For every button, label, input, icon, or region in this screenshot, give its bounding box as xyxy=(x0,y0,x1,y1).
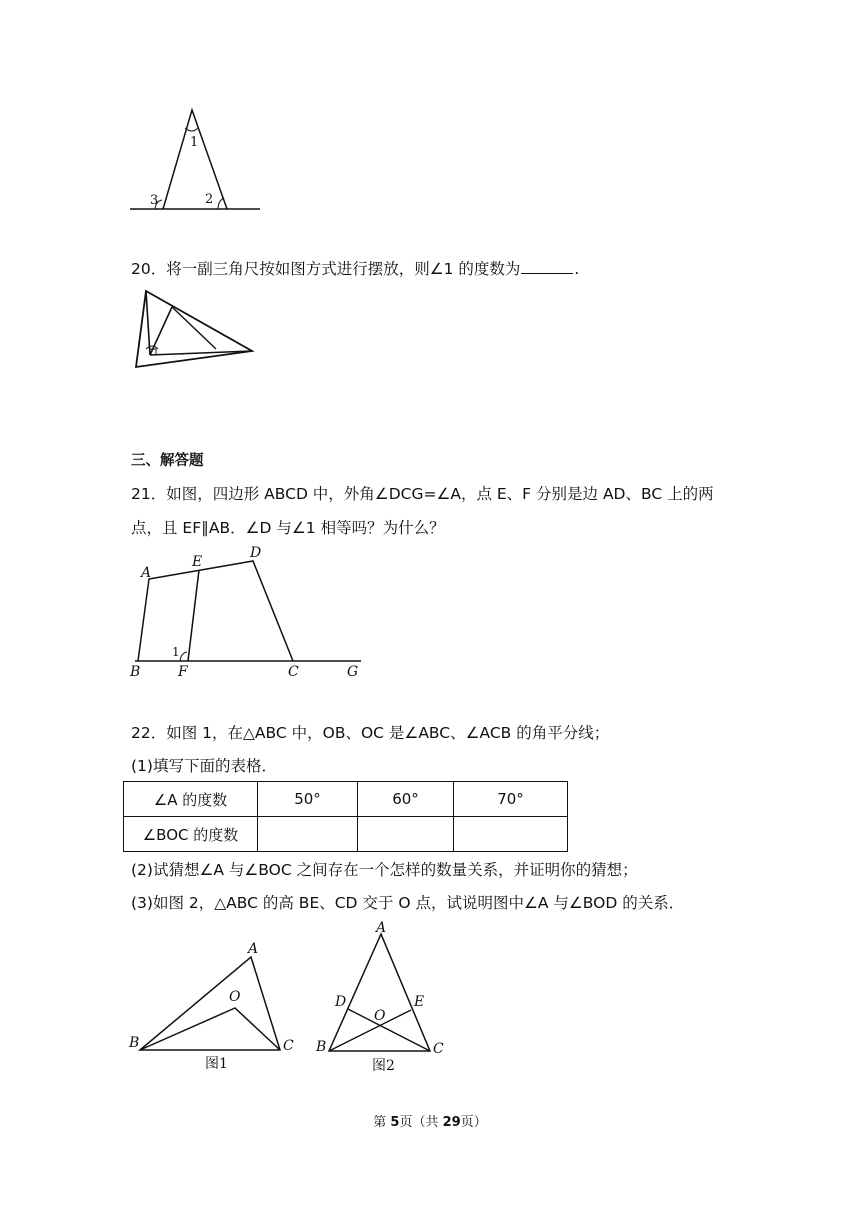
angle-label-1: 1 xyxy=(190,135,199,150)
quadrilateral-figure xyxy=(125,540,370,680)
table-row xyxy=(124,782,568,817)
table-cell xyxy=(258,817,358,852)
figure-2 xyxy=(310,920,460,1075)
table-header-cell: ∠A 的度数 xyxy=(124,782,258,817)
fig2-point-d: D xyxy=(335,994,347,1010)
fig2-point-b: B xyxy=(316,1039,327,1055)
page-total: 29 xyxy=(442,1115,461,1130)
figure-2-caption: 图2 xyxy=(372,1058,395,1074)
table-cell: 50° xyxy=(258,782,358,817)
angle-table xyxy=(123,781,568,852)
table-cell xyxy=(454,817,568,852)
angle-1-label: 1 xyxy=(172,645,180,659)
question-21-line-2: 点，且 EF∥AB．∠D 与∠1 相等吗？为什么？ xyxy=(131,519,445,537)
table-header-cell: ∠BOC 的度数 xyxy=(124,817,258,852)
point-d-label: D xyxy=(250,545,262,561)
question-22-part-3: (3)如图 2，△ABC 的高 BE、CD 交于 O 点，试说明图中∠A 与∠BOD 的关系． xyxy=(131,894,685,912)
section-title: 三、解答题 xyxy=(131,453,204,469)
table-cell xyxy=(358,817,454,852)
table-cell: 60° xyxy=(358,782,454,817)
point-b-label: B xyxy=(130,664,141,680)
fig2-point-c: C xyxy=(433,1041,444,1057)
fig2-point-a: A xyxy=(376,920,387,936)
point-g-label: G xyxy=(347,664,359,680)
fig1-point-c: C xyxy=(283,1038,294,1054)
point-c-label: C xyxy=(288,664,299,680)
angle-label-3: 3 xyxy=(150,193,159,208)
fig2-point-o: O xyxy=(374,1008,386,1024)
question-22-part-1: (1)填写下面的表格． xyxy=(131,757,277,775)
fig1-point-o: O xyxy=(229,989,241,1005)
answer-blank xyxy=(521,259,573,274)
set-squares-figure xyxy=(128,285,263,375)
question-21-line-1: 21．如图，四边形 ABCD 中，外角∠DCG=∠A，点 E、F 分别是边 AD、BC 上的两 xyxy=(131,485,714,503)
page-number: 5 xyxy=(390,1115,400,1130)
fig2-point-e: E xyxy=(414,994,425,1010)
point-e-label: E xyxy=(192,554,203,570)
question-22-line-1: 22．如图 1，在△ABC 中，OB、OC 是∠ABC、∠ACB 的角平分线； xyxy=(131,724,610,742)
figure-1 xyxy=(125,935,305,1075)
question-22-part-2: (2)试猜想∠A 与∠BOC 之间存在一个怎样的数量关系，并证明你的猜想； xyxy=(131,861,638,879)
point-f-label: F xyxy=(178,664,188,680)
angle-label-2: 2 xyxy=(205,192,214,207)
question-20: 20．将一副三角尺按如图方式进行摆放，则∠1 的度数为 . xyxy=(131,260,580,278)
fig1-point-a: A xyxy=(248,941,259,957)
triangle-angles-figure xyxy=(125,100,265,215)
table-row xyxy=(124,817,568,852)
question-20-text: 20．将一副三角尺按如图方式进行摆放，则∠1 的度数为 xyxy=(131,260,521,278)
table-cell: 70° xyxy=(454,782,568,817)
figure-1-caption: 图1 xyxy=(205,1056,228,1072)
point-a-label: A xyxy=(141,565,152,581)
page-footer: 第 5页（共 29页） xyxy=(373,1115,487,1130)
fig1-point-b: B xyxy=(129,1035,140,1051)
